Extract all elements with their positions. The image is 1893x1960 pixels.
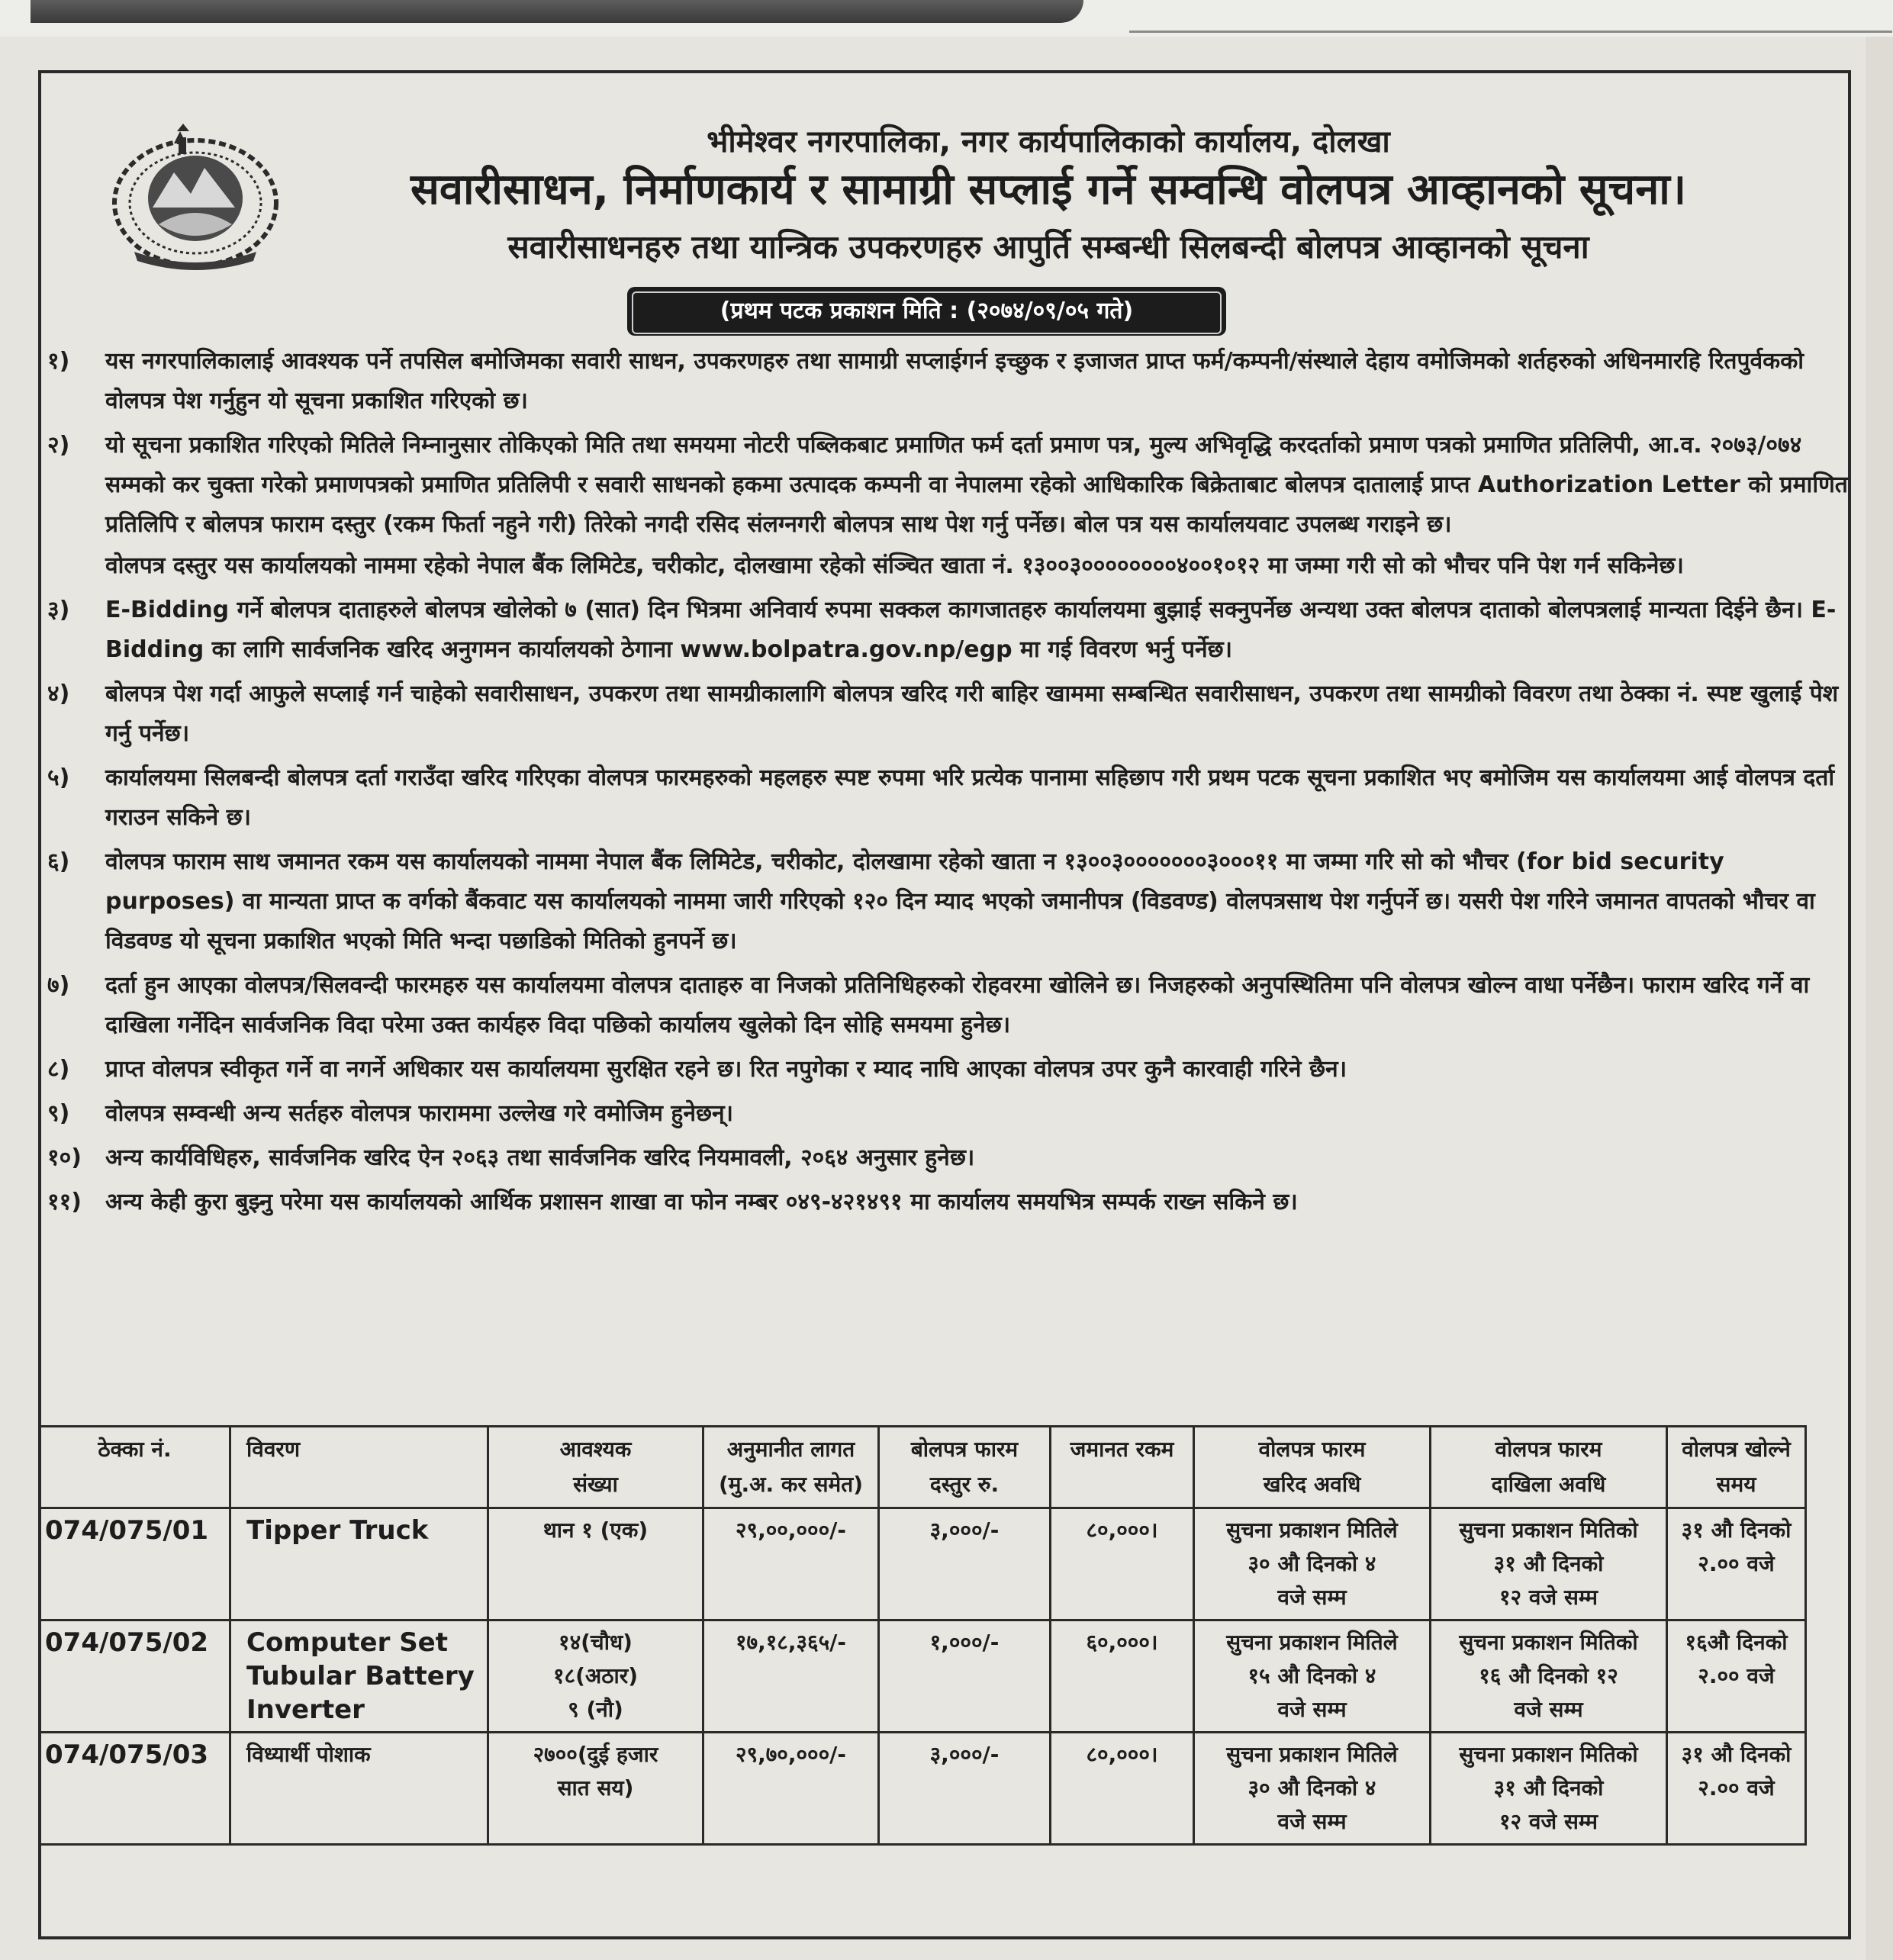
- condition-item: [41, 1094, 1848, 1134]
- condition-item: [41, 674, 1848, 754]
- condition-text: कार्यालयमा सिलबन्दी बोलपत्र दर्ता गराउँदा खरिद गरिएका वोलपत्र फारमहरुको महलहरु स्पष्ट रुपमा भरि प्रत्येक पानामा सहिछाप गरी प्रथम पटक सूचना प्रकाशित भए बमोजिम यस कार्यालयमा आई वोलपत्र दर्ता गराउन सकिने छ।: [105, 764, 1835, 831]
- security-amount-cell: ८०,०००।: [1051, 1733, 1194, 1845]
- condition-text: E-Bidding गर्ने बोलपत्र दाताहरुले बोलपत्र खोलेको ७ (सात) दिन भित्रमा अनिवार्य रुपमा सक्कल कागजातहरु कार्यालयमा बुझाई सक्नुपर्नेछ अन्यथा उक्त बोलपत्र दाताको बोलपत्रलाई मान्यता दिईने छैन। E-Bidding का लागि सार्वजनिक खरिद अनुगमन कार्यालयको ठेगाना www.bolpatra.gov.np/egp मा गई विवरण भर्नु पर्नेछ।: [105, 597, 1837, 663]
- opening-time-cell: ३१ औ दिनको २.०० वजे: [1667, 1508, 1806, 1620]
- security-amount-cell: ६०,०००।: [1051, 1620, 1194, 1733]
- submission-period-cell: सुचना प्रकाशन मितिको ३१ औ दिनको १२ वजे सम्म: [1431, 1733, 1667, 1845]
- tender-table: [38, 1425, 1807, 1846]
- condition-item: [41, 342, 1848, 421]
- adjacent-column-strip: [1866, 37, 1893, 1960]
- condition-text: प्राप्त वोलपत्र स्वीकृत गर्ने वा नगर्ने अधिकार यस कार्यालयमा सुरक्षित रहने छ। रित नपुगेका र म्याद नाघि आएका वोलपत्र उपर कुनै कारवाही गरिने छैन।: [105, 1056, 1347, 1083]
- publication-date-text: (प्रथम पटक प्रकाशन मिति : (२०७४/०९/०५ गते): [632, 291, 1222, 334]
- header-contract-no: ठेक्का नं.: [40, 1427, 230, 1508]
- condition-number: १): [47, 348, 70, 375]
- condition-text: यो सूचना प्रकाशित गरिएको मितिले निम्नानुसार तोकिएको मिति तथा समयमा नोटरी पब्लिकबाट प्रमाणित फर्म दर्ता प्रमाण पत्र, मुल्य अभिवृद्धि करदर्ताको प्रमाण पत्रको प्रमाणित प्रतिलिपी, आ.व. २०७३/०७४ सम्मको कर चुक्ता गरेको प्रमाणपत्रको प्रमाणित प्रतिलिपी र सवारी साधनको हकमा उत्पादक कम्पनी वा नेपालमा रहेको आधिकारिक बिक्रेताबाट बोलपत्र दातालाई प्राप्त Authorization Letter को प्रमाणित प्रतिलिपि र बोलपत्र फाराम दस्तुर (रकम फिर्ता नहुने गरी) तिरेको नगदी रसिद संलग्नगरी बोलपत्र साथ पेश गर्नु पर्नेछ। बोल पत्र यस कार्यालयवाट उपलब्ध गराइने छ।: [105, 432, 1848, 538]
- condition-item: [41, 1183, 1848, 1222]
- estimated-cost-cell: १७,१८,३६५/-: [703, 1620, 879, 1733]
- quantity-cell: १४(चौध) १८(अठार) ९ (नौ): [488, 1620, 703, 1733]
- form-fee-cell: ३,०००/-: [879, 1508, 1051, 1620]
- quantity-cell: थान १ (एक): [488, 1508, 703, 1620]
- estimated-cost-cell: २९,००,०००/-: [703, 1508, 879, 1620]
- table-row: [40, 1733, 1806, 1845]
- condition-item: [41, 591, 1848, 670]
- table-header-row: [40, 1427, 1806, 1508]
- header-purchase-period: वोलपत्र फारम खरिद अवधि: [1194, 1427, 1431, 1508]
- condition-number: १०): [47, 1144, 82, 1171]
- condition-number: ६): [47, 848, 70, 875]
- condition-text: वोलपत्र सम्वन्धी अन्य सर्तहरु वोलपत्र फाराममा उल्लेख गरे वमोजिम हुनेछन्।: [105, 1100, 734, 1127]
- header-form-fee: बोलपत्र फारम दस्तुर रु.: [879, 1427, 1051, 1508]
- conditions-list: [41, 342, 1848, 1227]
- newspaper-header-rule: [1129, 31, 1892, 33]
- header-estimated-cost: अनुमानीत लागत (मु.अ. कर समेत): [703, 1427, 879, 1508]
- condition-text: बोलपत्र पेश गर्दा आफुले सप्लाई गर्न चाहेको सवारीसाधन, उपकरण तथा सामग्रीकालागि बोलपत्र खरिद गरी बाहिर खाममा सम्बन्धित सवारीसाधन, उपकरण तथा सामग्रीको विवरण तथा ठेक्का नं. स्पष्ट खुलाई पेश गर्नु पर्नेछ।: [105, 681, 1839, 747]
- condition-continuation: वोलपत्र दस्तुर यस कार्यालयको नाममा रहेको नेपाल बैंक लिमिटेड, चरीकोट, दोलखामा रहेको संञ्चित खाता नं. १३००३००००००००४००१०१२ मा जम्मा गरी सो को भौचर पनि पेश गर्न सकिनेछ।: [105, 552, 1684, 579]
- condition-item: [41, 1050, 1848, 1089]
- purchase-period-cell: सुचना प्रकाशन मितिले ३० औ दिनको ४ वजे सम्म: [1194, 1733, 1431, 1845]
- purchase-period-cell: सुचना प्रकाशन मितिले ३० औ दिनको ४ वजे सम्म: [1194, 1508, 1431, 1620]
- condition-number: ५): [47, 764, 70, 791]
- form-fee-cell: ३,०००/-: [879, 1733, 1051, 1845]
- description-cell: Computer Set Tubular Battery Inverter: [230, 1620, 488, 1733]
- condition-text: यस नगरपालिकालाई आवश्यक पर्ने तपसिल बमोजिमका सवारी साधन, उपकरणहरु तथा सामाग्री सप्लाईगर्न इच्छुक र इजाजत प्राप्त फर्म/कम्पनी/संस्थाले देहाय वमोजिमको शर्तहरुको अधिनमारहि रितपुर्वकको वोलपत्र पेश गर्नुहुन यो सूचना प्रकाशित गरिएको छ।: [105, 348, 1804, 414]
- security-amount-cell: ८०,०००।: [1051, 1508, 1194, 1620]
- table-row: [40, 1508, 1806, 1620]
- government-emblem-icon: [104, 117, 287, 270]
- description-cell: विध्यार्थी पोशाक: [230, 1733, 488, 1845]
- header-security-amount: जमानत रकम: [1051, 1427, 1194, 1508]
- condition-text: दर्ता हुन आएका वोलपत्र/सिलवन्दी फारमहरु यस कार्यालयमा वोलपत्र दाताहरु वा निजको प्रतिनिधिहरुको रोहवरमा खोलिने छ। निजहरुको अनुपस्थितिमा पनि वोलपत्र खोल्न वाधा पर्नेछैन। फाराम खरिद गर्ने वा दाखिला गर्नेदिन सार्वजनिक विदा परेमा उक्त कार्यहरु विदा पछिको कार्यालय खुलेको दिन सोहि समयमा हुनेछ।: [105, 972, 1810, 1038]
- quantity-cell: २७००(दुई हजार सात सय): [488, 1733, 703, 1845]
- condition-number: २): [47, 432, 70, 459]
- opening-time-cell: १६औ दिनको २.०० वजे: [1667, 1620, 1806, 1733]
- condition-item: [41, 966, 1848, 1045]
- form-fee-cell: १,०००/-: [879, 1620, 1051, 1733]
- estimated-cost-cell: २९,७०,०००/-: [703, 1733, 879, 1845]
- tender-notice: [38, 70, 1851, 1939]
- table-row: [40, 1620, 1806, 1733]
- submission-period-cell: सुचना प्रकाशन मितिको ३१ औ दिनको १२ वजे सम्म: [1431, 1508, 1667, 1620]
- condition-number: ८): [47, 1056, 70, 1083]
- condition-number: ७): [47, 972, 70, 999]
- condition-item: [41, 426, 1848, 586]
- condition-item: [41, 758, 1848, 838]
- condition-item: [41, 1138, 1848, 1178]
- condition-item: [41, 842, 1848, 961]
- contract-no-cell: 074/075/03: [40, 1733, 230, 1845]
- purchase-period-cell: सुचना प्रकाशन मितिले १५ औ दिनको ४ वजे सम्म: [1194, 1620, 1431, 1733]
- notice-subtitle: सवारीसाधनहरु तथा यान्त्रिक उपकरणहरु आपुर्ति सम्बन्धी सिलबन्दी बोलपत्र आव्हानको सूचना: [507, 228, 1589, 266]
- condition-text: अन्य केही कुरा बुझ्नु परेमा यस कार्यालयको आर्थिक प्रशासन शाखा वा फोन नम्बर ०४९-४२१४९१ मा कार्यालय समयभित्र सम्पर्क राख्न सकिने छ।: [105, 1189, 1298, 1215]
- condition-text: अन्य कार्यविधिहरु, सार्वजनिक खरिद ऐन २०६३ तथा सार्वजनिक खरिद नियमावली, २०६४ अनुसार हुनेछ।: [105, 1144, 975, 1171]
- publication-date-badge: [627, 287, 1226, 336]
- condition-number: ३): [47, 597, 70, 623]
- condition-number: ४): [47, 681, 70, 707]
- condition-number: ९): [47, 1100, 70, 1127]
- description-cell: Tipper Truck: [230, 1508, 488, 1620]
- submission-period-cell: सुचना प्रकाशन मितिको १६ औ दिनको १२ वजे सम्म: [1431, 1620, 1667, 1733]
- contract-no-cell: 074/075/02: [40, 1620, 230, 1733]
- condition-text: वोलपत्र फाराम साथ जमानत रकम यस कार्यालयको नाममा नेपाल बैंक लिमिटेड, चरीकोट, दोलखामा रहेको खाता न १३००३०००००००३०००११ मा जम्मा गरि सो को भौचर (for bid security purposes) वा मान्यता प्राप्त क वर्गको बैंकवाट यस कार्यालयको नाममा जारी गरिएको १२० दिन म्याद भएको जमानीपत्र (विडवण्ड) वोलपत्रसाथ पेश गर्नुपर्ने छ। यसरी पेश गरिने जमानत वापतको भौचर वा विडवण्ड यो सूचना प्रकाशित भएको मिति भन्दा पछाडिको मितिको हुनपर्ने छ।: [105, 848, 1815, 954]
- contract-no-cell: 074/075/01: [40, 1508, 230, 1620]
- newspaper-header-tab: [31, 0, 1083, 23]
- header-description: विवरण: [230, 1427, 488, 1508]
- header-submission-period: वोलपत्र फारम दाखिला अवधि: [1431, 1427, 1667, 1508]
- office-name: भीमेश्वर नगरपालिका, नगर कार्यपालिकाको कार्यालय, दोलखा: [707, 124, 1390, 159]
- condition-number: ११): [47, 1189, 82, 1215]
- notice-title: सवारीसाधन, निर्माणकार्य र सामाग्री सप्लाई गर्ने सम्वन्धि वोलपत्र आव्हानको सूचना।: [410, 165, 1687, 214]
- header-quantity: आवश्यक संख्या: [488, 1427, 703, 1508]
- header-opening-time: वोलपत्र खोल्ने समय: [1667, 1427, 1806, 1508]
- opening-time-cell: ३१ औ दिनको २.०० वजे: [1667, 1733, 1806, 1845]
